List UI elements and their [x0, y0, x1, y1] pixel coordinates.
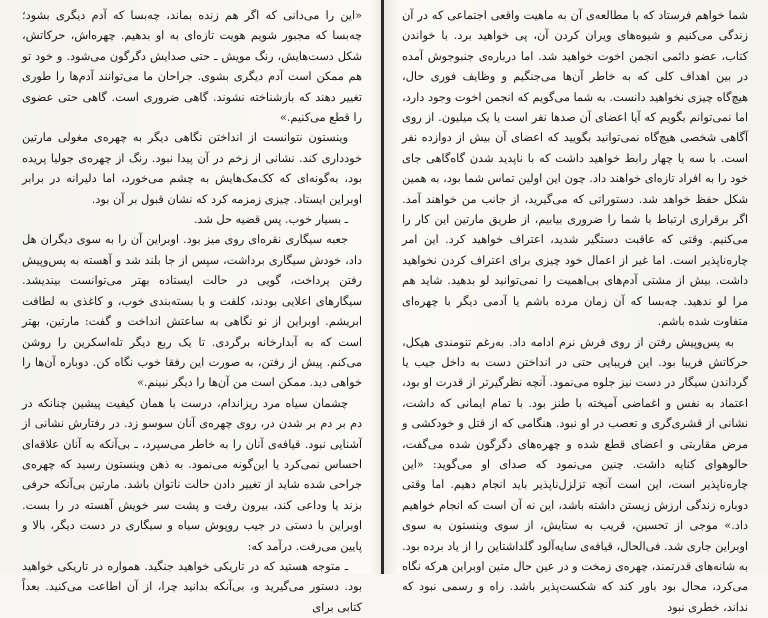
left-paragraph-1: «این را می‌دانی که اگر هم زنده بماند، چه‌بسا که آدم دیگری بشود؛ چه‌بسا که مجبور شویم هویت تازه‌ای به او بدهیم. چهره‌اش، حرکاتش، شکل دست‌هایش، رنگ مویش ـ حتی صدایش دگرگون می‌شود. و خود تو هم ممکن است آدم دیگری بشوی. جراحان ما می‌توانند آدم‌ها را طوری تغییر دهند که بازشناخته نشوند. گاهی ضروری است. گاهی حتی عضوی را قطع می‌کنیم.»: [22, 6, 362, 128]
book-gutter-divider: [381, 0, 384, 574]
left-paragraph-3: ـ بسیار خوب. پس قضیه حل شد.: [22, 210, 362, 230]
left-page: [22, 6, 362, 568]
left-paragraph-6: ـ متوجه هستید که در تاریکی خواهید جنگید. همواره در تاریکی خواهید بود. دستور می‌گیرید و، بی‌آنکه بدانید چرا، از آن اطاعت می‌کنید. بعداً کتابی برای: [22, 557, 362, 618]
right-page: [402, 6, 748, 568]
right-paragraph-2: به پس‌وپیش رفتن از روی فرش نرم ادامه داد. به‌رغم تنومندی هیکل، حرکاتش فریبا بود. این فریبایی حتی در انداختن دست به داخل جیب یا گرداندن سیگار در دست نیز جلوه می‌نمود. آنچه نظرگیرتر از قدرت او بود، اعتماد به نفس و اغماضی آمیخته با طنز بود. با تمام ایمانی که داشت، نشانی از قشری‌گری و تعصب در او نبود. هنگامی که از قتل و خودکشی و مرض مقاربتی و اعضای قطع شده و چهره‌های دگرگون شده می‌گفت، حالوهوای کنایه داشت. چنین می‌نمود که صدای او می‌گوید: «این چاره‌ناپذیر است، این است آنچه تزلزل‌ناپذیر باید انجام دهیم. اما وقتی دوباره زندگی ارزش زیستن داشته باشد، این نه آن است که انجام خواهیم داد.» موجی از تحسین، قریب به ستایش، از سوی وینستون به سوی اوبراین جاری شد. فی‌الحال، قیافه‌ی سایه‌آلود گلداشتاین را از یاد برده بود. به شانه‌های قدرتمند، چهره‌ی زمخت و در عین حال متین اوبراین هرکه نگاه می‌کرد، محال بود باور کند که شکست‌پذیر باشد. راه و رسمی نبود که نداند، خطری نبود: [402, 333, 748, 618]
right-paragraph-1: شما خواهم فرستاد که با مطالعه‌ی آن به ماهیت واقعی اجتماعی که در آن زندگی می‌کنیم و شیوه‌های ویران کردن آن، پی خواهید برد. با خواندن کتاب، عضو دائمی انجمن اخوت خواهید شد. اما درباره‌ی جنبوجوش آمده در بین اهداف کلی که به خاطر آن‌ها می‌جنگیم و وظایف فوری حال، هیچ‌گاه چیزی نخواهید دانست. به شما می‌گویم که انجمن اخوت وجود دارد، اما نمی‌توانم بگویم که آیا اعضای آن صدها نفر است یا یک میلیون. از روی آگاهی شخصی هیچ‌گاه نمی‌توانید بگویید که اعضای آن بیش از دوازده نفر است. با سه یا چهار رابط خواهید داشت که با ناپدید شدن گاه‌گاهی جای خود را به افراد تازه‌ای خواهند داد. چون این اولین تماس شما بود، به همین شکل حفظ خواهد شد. دستوراتی که می‌گیرید، از جانب من خواهند آمد. اگر برقراری ارتباط با شما را ضروری بیابیم، از طریق مارتین این کار را می‌کنیم. وقتی که عاقبت دستگیر شدید، اعتراف خواهید کرد. این امر چاره‌ناپذیر است. اما غیر از اعمال خود چیزی برای اعتراف کردن نخواهید داشت. بیش از مشتی آدم‌های بی‌اهمیت را نمی‌توانید لو بدهید. شاید هم مرا لو ندهید. چه‌بسا که آن زمان مرده باشم یا آدمی دیگر با چهره‌ای متفاوت شده باشم.: [402, 6, 748, 333]
left-paragraph-4: جعبه سیگاری نقره‌ای روی میز بود. اوبراین آن را به سوی دیگران هل داد، خودش سیگاری برداشت، سپس از جا بلند شد و آهسته به پس‌وپیش رفتن پرداخت، گویی در حالت ایستاده بهتر می‌توانست بیندیشد. سیگارهای اعلایی بودند، کلفت و با بسته‌بندی خوب، و کاغذی به لطافت ابریشم. اوبراین از نو نگاهی به ساعتش انداخت و گفت: مارتین، بهتر است که به آبدارخانه برگردی. تا یک ربع دیگر تله‌اسکرین را روشن می‌کنم. پیش از رفتن، به صورت این رفقا خوب نگاه کن. دوباره آن‌ها را خواهی دید. ممکن است من آن‌ها را دیگر نبینم.»: [22, 230, 362, 393]
left-paragraph-5: چشمان سیاه مرد ریزاندام، درست با همان کیفیت پیشین چنانکه در دم بر دم بر شدن در، روی چهره‌ی آنان سوسو زد. در رفتارش نشانی از آشنایی نبود. قیافه‌ی آنان را به خاطر می‌سپرد، ـ بی‌آنکه به آنان علاقه‌ای احساس نمی‌کرد یا این‌گونه می‌نمود. به ذهن وینستون رسید که چهره‌ی جراحی شده شاید از تغییر دادن حالت ناتوان باشد. مارتین بی‌آنکه حرفی بزند یا وداعی کند، بیرون رفت و پشت سر خویش آهسته در را بست. اوبراین با دستی در جیب روپوش سیاه و سیگاری در دست دیگر، بالا و پایین می‌رفت. درآمد که:: [22, 394, 362, 557]
left-paragraph-2: وینستون نتوانست از انداختن نگاهی دیگر به چهره‌ی مغولی مارتین خودداری کند. نشانی از زخم در آن پیدا نبود. رنگ از چهره‌ی جولیا پریده بود، به‌گونه‌ای که کک‌مک‌هایش به چشم می‌خورد، اما دلیرانه در برابر اوبراین ایستاد. چیزی زمزمه کرد که نشان قبول بر آن بود.: [22, 128, 362, 210]
